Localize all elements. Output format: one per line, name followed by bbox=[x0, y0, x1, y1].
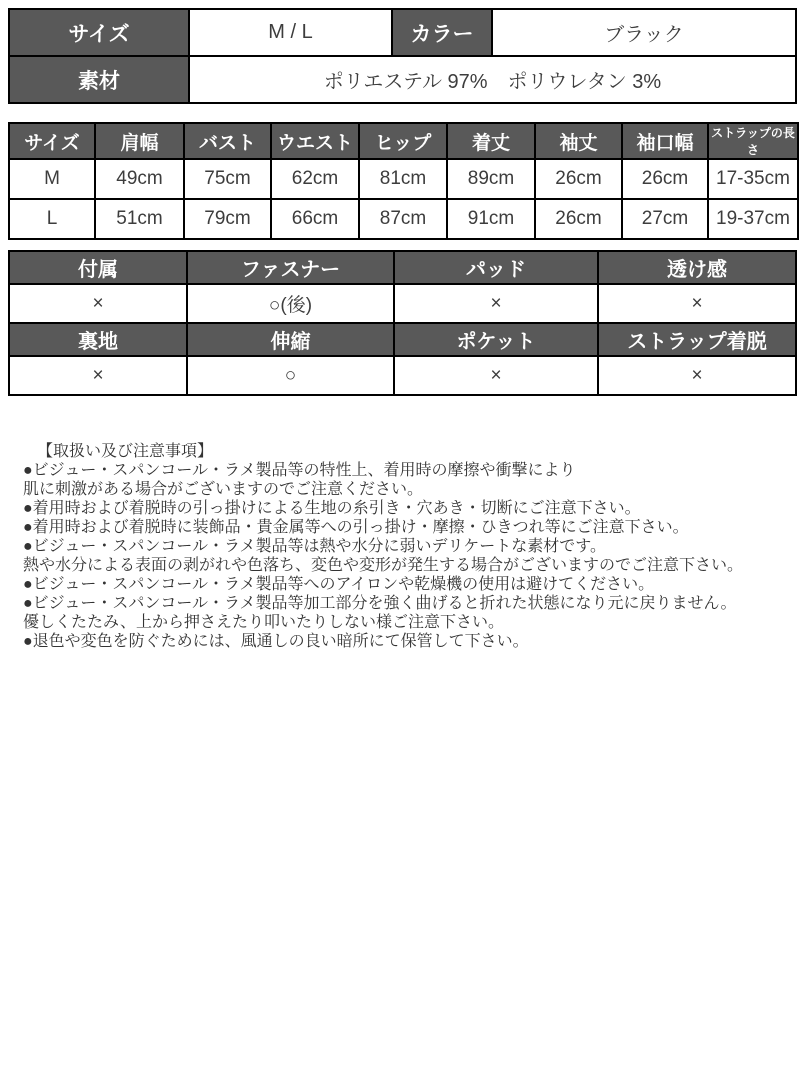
size-label-cell: サイズ bbox=[9, 9, 189, 56]
l-waist: 66cm bbox=[271, 199, 359, 239]
value-sheerness: × bbox=[598, 284, 796, 323]
size-value-cell: M / L bbox=[189, 9, 392, 56]
l-strap-length: 19-37cm bbox=[708, 199, 798, 239]
m-shoulder: 49cm bbox=[95, 159, 184, 199]
col-header-sleeve: 袖丈 bbox=[535, 123, 622, 159]
m-sleeve: 26cm bbox=[535, 159, 622, 199]
header-accessories: 付属 bbox=[9, 251, 187, 284]
header-zipper: ファスナー bbox=[187, 251, 394, 284]
size-m-cell: M bbox=[9, 159, 95, 199]
m-strap-length: 17-35cm bbox=[708, 159, 798, 199]
feature-header-row-2 bbox=[9, 323, 796, 356]
care-line: ●ビジュー・スパンコール・ラメ製品等は熱や水分に弱いデリケートな素材です。 bbox=[23, 538, 606, 555]
spec-table bbox=[8, 8, 797, 104]
care-line: ●着用時および着脱時の引っ掛けによる生地の糸引き・穴あき・切断にご注意下さい。 bbox=[23, 500, 641, 517]
material-value-cell: ポリエステル 97% ポリウレタン 3% bbox=[189, 56, 796, 103]
header-pocket: ポケット bbox=[394, 323, 598, 356]
m-bust: 75cm bbox=[184, 159, 271, 199]
size-l-cell: L bbox=[9, 199, 95, 239]
m-length: 89cm bbox=[447, 159, 535, 199]
care-line: ●ビジュー・スパンコール・ラメ製品等加工部分を強く曲げると折れた状態になり元に戻りません。 bbox=[23, 595, 737, 612]
feature-value-row-1 bbox=[9, 284, 796, 323]
col-header-length: 着丈 bbox=[447, 123, 535, 159]
l-cuff: 27cm bbox=[622, 199, 708, 239]
col-header-size: サイズ bbox=[9, 123, 95, 159]
col-header-strap-length: ストラップの長さ bbox=[708, 123, 798, 159]
value-lining: × bbox=[9, 356, 187, 395]
value-pad: × bbox=[394, 284, 598, 323]
header-sheerness: 透け感 bbox=[598, 251, 796, 284]
care-line: 優しくたたみ、上から押さえたり叩いたりしない様ご注意下さい。 bbox=[23, 614, 504, 631]
header-stretch: 伸縮 bbox=[187, 323, 394, 356]
care-instructions bbox=[23, 442, 795, 651]
care-line: ●退色や変色を防ぐためには、風通しの良い暗所にて保管して下さい。 bbox=[23, 633, 529, 650]
header-lining: 裏地 bbox=[9, 323, 187, 356]
m-waist: 62cm bbox=[271, 159, 359, 199]
measurement-row-l bbox=[9, 199, 798, 239]
m-hip: 81cm bbox=[359, 159, 447, 199]
l-length: 91cm bbox=[447, 199, 535, 239]
col-header-shoulder: 肩幅 bbox=[95, 123, 184, 159]
l-hip: 87cm bbox=[359, 199, 447, 239]
col-header-hip: ヒップ bbox=[359, 123, 447, 159]
l-sleeve: 26cm bbox=[535, 199, 622, 239]
measurement-row-m bbox=[9, 159, 798, 199]
value-strap-detachable: × bbox=[598, 356, 796, 395]
material-label-cell: 素材 bbox=[9, 56, 189, 103]
feature-header-row-1 bbox=[9, 251, 796, 284]
care-instructions-title: 【取扱い及び注意事項】 bbox=[37, 443, 214, 460]
spec-row-material bbox=[9, 56, 796, 103]
measurement-header-row bbox=[9, 123, 798, 159]
value-accessories: × bbox=[9, 284, 187, 323]
care-line: 肌に刺激がある場合がございますのでご注意ください。 bbox=[23, 481, 424, 498]
col-header-bust: バスト bbox=[184, 123, 271, 159]
color-label-cell: カラー bbox=[392, 9, 492, 56]
feature-table bbox=[8, 250, 797, 396]
l-bust: 79cm bbox=[184, 199, 271, 239]
header-pad: パッド bbox=[394, 251, 598, 284]
spec-row-size-color bbox=[9, 9, 796, 56]
care-line: ●着用時および着脱時に装飾品・貴金属等への引っ掛け・摩擦・ひきつれ等にご注意下さい。 bbox=[23, 519, 689, 536]
m-cuff: 26cm bbox=[622, 159, 708, 199]
care-line: ●ビジュー・スパンコール・ラメ製品等の特性上、着用時の摩擦や衝撃により bbox=[23, 462, 576, 479]
value-pocket: × bbox=[394, 356, 598, 395]
header-strap-detachable: ストラップ着脱 bbox=[598, 323, 796, 356]
measurement-table bbox=[8, 122, 799, 240]
feature-value-row-2 bbox=[9, 356, 796, 395]
care-line: ●ビジュー・スパンコール・ラメ製品等へのアイロンや乾燥機の使用は避けてください。 bbox=[23, 576, 655, 593]
color-value-cell: ブラック bbox=[492, 9, 796, 56]
value-zipper: ○(後) bbox=[187, 284, 394, 323]
care-line: 熱や水分による表面の剥がれや色落ち、変色や変形が発生する場合がございますのでご注意下さい。 bbox=[23, 557, 744, 574]
col-header-cuff: 袖口幅 bbox=[622, 123, 708, 159]
l-shoulder: 51cm bbox=[95, 199, 184, 239]
col-header-waist: ウエスト bbox=[271, 123, 359, 159]
value-stretch: ○ bbox=[187, 356, 394, 395]
